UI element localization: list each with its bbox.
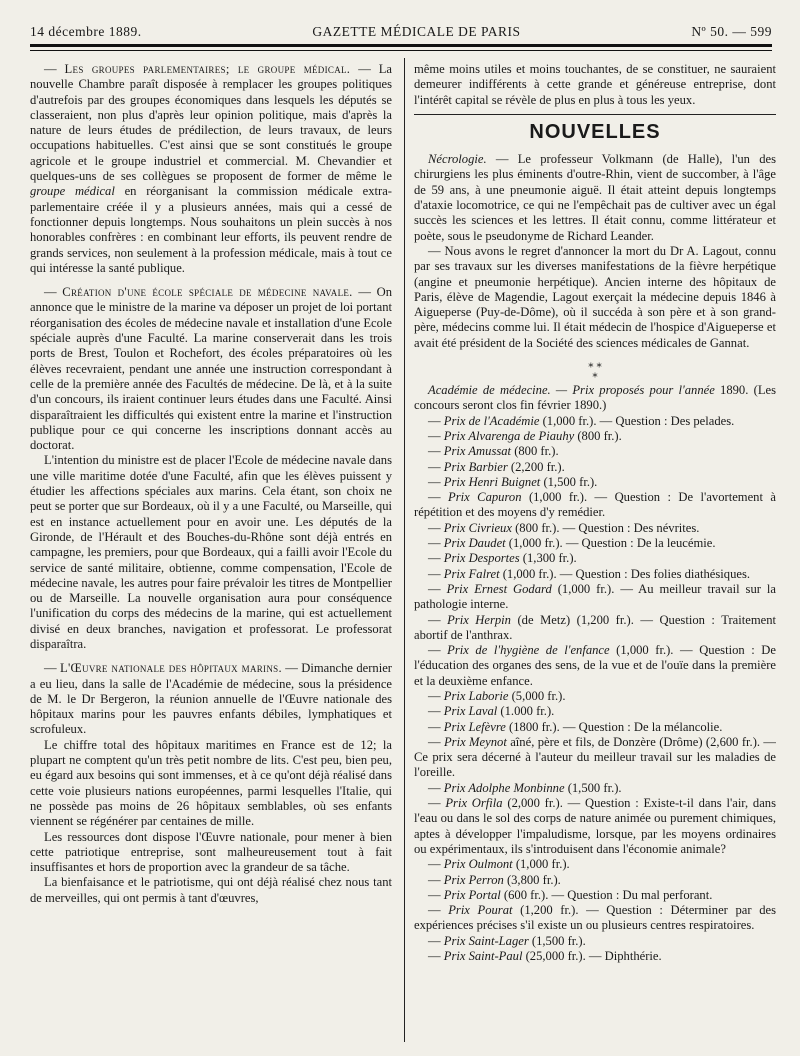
prix-name: Prix Adolphe Monbinne bbox=[443, 780, 565, 795]
prix-name: Prix Barbier bbox=[443, 459, 508, 474]
prix-name: Prix Amussat bbox=[443, 444, 512, 459]
prix-item: — Prix Desportes (1,300 fr.). bbox=[428, 551, 577, 566]
prix-details: (de Metz) (1,200 fr.). — Question : Traitement abortif de l'anthrax. bbox=[414, 612, 776, 642]
prix-list bbox=[414, 414, 776, 965]
article-oeuvre-p4: La bienfaisance et le patriotisme, qui ont déjà réalisé chez nous tant de merveilles, qui ont permis à tant d'œuvres, bbox=[30, 875, 392, 905]
prix-details: (600 fr.). — Question : Du mal perforant. bbox=[500, 887, 713, 902]
article-groupes-italic: groupe médical bbox=[30, 184, 115, 199]
prix-details: (5,000 fr.). bbox=[508, 688, 566, 703]
continuation-text: même moins utiles et moins touchantes, de se constituer, ne sauraient demeurer indifférents à cette grande et généreuse entreprise, dont l'intérêt capital se révèle de plus en plus à tous les yeux. bbox=[414, 62, 776, 107]
prix-name: Prix de l'hygiène de l'enfance bbox=[447, 643, 610, 658]
prix-name: Prix Perron bbox=[443, 872, 504, 887]
article-ecole-heading: Création d'une école spéciale de médecine navale. bbox=[62, 285, 353, 300]
prix-details: (1,000 fr.). — Au meilleur travail sur la pathologie interne. bbox=[414, 581, 776, 612]
prix-details: (1,300 fr.). bbox=[519, 551, 577, 566]
header-rule-thick bbox=[30, 44, 772, 47]
prix-name: Prix Laval bbox=[443, 704, 498, 719]
article-groupes: — Les groupes parlementaires; le groupe médical. — La nouvelle Chambre paraît disposée à remplacer les groupes politiques d'autrefois par des groupes économiques dans lesquels les députés se classeraient, non plus d'après leur opinion politique, mais d'après la nature de leurs études de prédilection, de leurs travaux, de leurs occupations habituelles. C'est ainsi que se sont constitués le groupe agricole et le groupe industriel et commercial. M. Chevandier et quelques-uns de ses collègues se proposent de former de même le groupe médical en réorganisant la commission médicale extra-parlementaire créée il y a plusieurs années, mais qui a cessé de fonctionner depuis longtemps. Nous souhaitons un plein succès à nos honorables confrères : en combinant leur efforts, ils peuvent rendre de grands services, non seulement à la profession médicale, mais à tout ce qui intéresse la santé publique. bbox=[30, 62, 392, 275]
prix-details: (800 fr.). — Question : Des névrites. bbox=[511, 520, 700, 535]
section-asterism: ⁎ ⁎ ⁎ bbox=[588, 358, 602, 381]
prix-name: Prix Oulmont bbox=[443, 857, 513, 872]
header-rule-thin bbox=[30, 50, 772, 51]
prix-name: Prix Saint-Paul bbox=[443, 949, 523, 964]
article-oeuvre-p3: Les ressources dont dispose l'Œuvre nationale, pour mener à bien cette patriotique entreprise, sont malheureusement tout à fait insuffisantes et hors de proportion avec la grandeur de sa tâche. bbox=[30, 829, 392, 875]
prix-details: (1,500 fr.). bbox=[564, 780, 622, 795]
prix-name: Prix Capuron bbox=[448, 490, 522, 505]
necrologie-text: — Le professeur Volkmann (de Halle), l'un des chirurgiens les plus éminents d'outre-Rhin, vient de succomber, à l'âge de 59 ans, à une pneumonie aiguë. Il était atteint depuis longtemps d'ataxie locomotrice, ce qui ne l'empêchait pas de cultiver avec un égal succès les sciences et les lettres. Il était connu, comme littérateur et poète, sous le pseudonyme de Richard Leander. bbox=[414, 152, 776, 243]
prix-item: — Prix Alvarenga de Piauhy (800 fr.). bbox=[428, 428, 622, 443]
prix-item: — Prix Saint-Lager (1,500 fr.). bbox=[428, 933, 586, 948]
prix-name: Prix Daudet bbox=[443, 536, 506, 551]
prix-item: — Prix Falret (1,000 fr.). — Question : Des folies diathésiques. bbox=[428, 566, 751, 581]
prix-name: Prix Desportes bbox=[443, 551, 520, 566]
article-ecole: — Création d'une école spéciale de médecine navale. — On annonce que le ministre de la marine va déposer un projet de loi portant réorganisation des écoles de médecine navale et installation d'une Ecole spéciale auprès d'une Faculté. La marine conserverait dans les trois ports de Brest, Toulon et Rochefort, des écoles préparatoires où les élèves recevraient, pendant une année une instruction correspondant à celle de la première année des Facultés de médecine. De là, et à la suite d'un concours, ils iraient continuer leurs études dans une Faculté. Ainsi disparaîtraient les difficultés qui existent entre la marine et l'instruction publique pour ce qui concerne les inscriptions donnant accès au doctorat. bbox=[30, 285, 392, 453]
prix-item: — Prix de l'Académie (1,000 fr.). — Question : Des pelades. bbox=[428, 413, 735, 428]
prix-item: — Prix Lefèvre (1800 fr.). — Question : De la mélancolie. bbox=[428, 719, 723, 734]
necrologie-heading: Nécrologie. bbox=[428, 152, 487, 167]
publication-title: GAZETTE MÉDICALE DE PARIS bbox=[312, 24, 521, 39]
prix-item: — Prix Herpin (de Metz) (1,200 fr.). — Question : Traitement abortif de l'anthrax. bbox=[414, 612, 776, 642]
section-title-nouvelles: NOUVELLES bbox=[529, 120, 661, 143]
academie-year: 1890. bbox=[714, 383, 749, 398]
column-separator bbox=[404, 58, 405, 1042]
prix-details: (1,000 fr.). bbox=[512, 857, 570, 872]
article-ecole-text: — On annonce que le ministre de la marine va déposer un projet de loi portant réorganisation des écoles de médecine navale et installation d'une Ecole spéciale auprès d'une Faculté. La marine conserverait dans les trois ports de Brest, Toulon et Rochefort, des écoles préparatoires où les élèves recevraient, pendant une année une instruction correspondant à celle de la première année des Facultés de médecine. De là, et à la suite d'un concours, ils iraient continuer leurs études dans une Faculté. Ainsi disparaîtraient les difficultés qui existent entre la marine et l'instruction publique pour ce qui concerne les inscriptions donnant accès au doctorat. bbox=[30, 285, 392, 453]
prix-details: (3,800 fr.). bbox=[503, 872, 561, 887]
prix-name: Prix de l'Académie bbox=[443, 413, 540, 428]
prix-item: — Prix Laborie (5,000 fr.). bbox=[428, 688, 566, 703]
prix-name: Prix Ernest Godard bbox=[446, 581, 552, 596]
article-lagout: — Nous avons le regret d'annoncer la mort du Dr A. Lagout, connu par ses travaux sur les diverses manifestations de la fièvre herpétique (angine et pneumonie herpétique). Ancien interne des hôpitaux de Paris, élève de Magendie, Lagout exerçait la médecine depuis 1846 à Aigueperse (Puy-de-Dôme), où il succéda à son père et à son grand-père, médecins comme lui. Il était médecin de l'hospice d'Aigueperse et avait été président de la Société des sciences médicales de Gannat. bbox=[414, 243, 776, 350]
prix-details: aîné, père et fils, de Donzère (Drôme) (2,600 fr.). — Ce prix sera décerné à l'auteur du meilleur travail sur les maladies de l'oreille. bbox=[414, 734, 776, 780]
article-necrologie bbox=[414, 152, 776, 244]
prix-details: (1,200 fr.). — Question : Déterminer par des expériences précises s'il existe un ou plusieurs centres respiratoires. bbox=[414, 903, 776, 933]
prix-item: — Prix Adolphe Monbinne (1,500 fr.). bbox=[428, 780, 622, 795]
prix-item: — Prix Perron (3,800 fr.). bbox=[428, 872, 561, 887]
prix-name: Prix Herpin bbox=[447, 612, 511, 627]
right-column bbox=[414, 62, 776, 1044]
prix-name: Prix Saint-Lager bbox=[443, 933, 529, 948]
prix-name: Prix Lefèvre bbox=[443, 719, 506, 734]
academie-heading: Académie de médecine. — Prix proposés pour l'année bbox=[428, 383, 715, 398]
prix-item: — Prix Laval (1.000 fr.). bbox=[428, 704, 555, 719]
prix-item: — Prix Barbier (2,200 fr.). bbox=[428, 459, 565, 474]
prix-details: (1,500 fr.). bbox=[528, 933, 586, 948]
prix-name: Prix Civrieux bbox=[443, 520, 512, 535]
article-oeuvre-p2: Le chiffre total des hôpitaux maritimes en France est de 12; la plupart ne comptent qu'un très petit nombre de lits. C'est peu, bien peu, eu égard aux besoins qui sont immenses, et à ce qu'ont déjà réalisé dans cette voie plusieurs nations européennes, parmi lesquelles l'Italie, qui ne possède pas moins de 26 hôpitaux semblables, où ses enfants viennent se régénérer par centaines de mille. bbox=[30, 737, 392, 829]
prix-item: — Prix Ernest Godard (1,000 fr.). — Au meilleur travail sur la pathologie interne. bbox=[414, 581, 776, 612]
prix-details: (1800 fr.). — Question : De la mélancolie. bbox=[505, 719, 723, 734]
prix-details: (1,000 fr.). — Question : De l'éducation des organes des sens, de la vue et de l'ouïe dans la première et la deuxième enfance. bbox=[414, 643, 776, 688]
prix-details: (2,200 fr.). bbox=[507, 459, 565, 474]
article-oeuvre: — L'Œuvre nationale des hôpitaux marins. — Dimanche dernier a eu lieu, dans la salle de l'Académie de médecine, sous la présidence de M. le Dr Bergeron, la réunion annuelle de l'Œuvre nationale des hôpitaux marins pour les pauvres enfants débiles, lymphatiques et scrofuleux. bbox=[30, 661, 392, 737]
prix-item: — Prix Meynot aîné, père et fils, de Donzère (Drôme) (2,600 fr.). — Ce prix sera décerné à l'auteur du meilleur travail sur les maladies de l'oreille. bbox=[414, 734, 776, 780]
running-head bbox=[30, 12, 772, 40]
prix-details: (1,000 fr.). — Question : Des pelades. bbox=[539, 413, 735, 428]
prix-name: Prix Henri Buignet bbox=[443, 474, 541, 489]
issue-date: 14 décembre 1889. bbox=[30, 24, 142, 39]
prix-name: Prix Alvarenga de Piauhy bbox=[443, 428, 575, 443]
prix-item: — Prix Daudet (1,000 fr.). — Question : De la leucémie. bbox=[428, 536, 716, 551]
prix-details: (1,500 fr.). bbox=[540, 474, 598, 489]
prix-details: (1,000 fr.). — Question : Des folies diathésiques. bbox=[499, 566, 751, 581]
academie-text: (Les concours seront clos fin février 1890.) bbox=[414, 383, 776, 413]
prix-item: — Prix Capuron (1,000 fr.). — Question : De l'avortement à répétition et des moyens d'y remédier. bbox=[414, 490, 776, 520]
section-rule bbox=[414, 114, 776, 115]
prix-item: — Prix Orfila (2,000 fr.). — Question : Existe-t-il dans l'air, dans l'eau ou dans le sol des corps de nature animée ou purement chimiques, aptes à développer l'impaludisme, lorsque, par les moyens ordinaires ou expérimentaux, ils s'introduisent dans l'économie animale? bbox=[414, 796, 776, 856]
prix-item: — Prix Oulmont (1,000 fr.). bbox=[428, 857, 570, 872]
prix-details: (25,000 fr.). — Diphthérie. bbox=[522, 949, 662, 964]
article-oeuvre-heading: L'Œuvre nationale des hôpitaux marins. bbox=[59, 661, 282, 676]
prix-item: — Prix Amussat (800 fr.). bbox=[428, 444, 559, 459]
prix-name: Prix Pourat bbox=[448, 903, 513, 918]
prix-item: — Prix Pourat (1,200 fr.). — Question : Déterminer par des expériences précises s'il existe un ou plusieurs centres respiratoires. bbox=[414, 903, 776, 933]
issue-number-page: Nº 50. — 599 bbox=[691, 24, 772, 39]
prix-item: — Prix Portal (600 fr.). — Question : Du mal perforant. bbox=[428, 887, 713, 902]
prix-details: (2,000 fr.). — Question : Existe-t-il dans l'air, dans l'eau ou dans le sol des corps de nature animée ou purement chimiques, aptes à développer l'impaludisme, lorsque, par les moyens ordinaires ou expérimentaux, ils s'introduisent dans l'économie animale? bbox=[414, 796, 776, 856]
prix-item: — Prix de l'hygiène de l'enfance (1,000 fr.). — Question : De l'éducation des organes des sens, de la vue et de l'ouïe dans la première et la deuxième enfance. bbox=[414, 643, 776, 688]
prix-name: Prix Portal bbox=[443, 887, 501, 902]
prix-details: (800 fr.). bbox=[511, 444, 559, 459]
prix-details: (1,000 fr.). — Question : De la leucémie. bbox=[505, 536, 716, 551]
article-groupes-text-2: en réorganisant la commission médicale extra-parlementaire créée il y a plusieurs années, mais qui a cessé de fonctionner depuis longtemps. Nous souhaitons un plein succès à nos honorables confrères : en combinant leur efforts, ils peuvent rendre de grands services, non seulement à la profession médicale, mais à tout ce qui intéresse la santé publique. bbox=[30, 184, 392, 275]
prix-name: Prix Orfila bbox=[445, 796, 503, 811]
prix-details: (800 fr.). bbox=[574, 428, 622, 443]
prix-item: — Prix Civrieux (800 fr.). — Question : Des névrites. bbox=[428, 520, 700, 535]
prix-name: Prix Laborie bbox=[443, 688, 509, 703]
prix-details: (1,000 fr.). — Question : De l'avortement à répétition et des moyens d'y remédier. bbox=[414, 490, 776, 520]
prix-details: (1.000 fr.). bbox=[497, 704, 555, 719]
prix-name: Prix Meynot bbox=[443, 734, 507, 749]
article-ecole-p2: L'intention du ministre est de placer l'Ecole de médecine navale dans une ville maritime dotée d'une Faculté, afin que les élèves puissent y étudier les affections spéciales aux marins. Cela étant, son choix ne peut se porter que sur Bordeaux, où il y a une Faculté, ou Marseille, qui est en instance actuellement pour en avoir une. Les députés de la Gironde, de l'Hérault et des Bouches-du-Rhône sont déjà entrés en campagne, les premiers, pour que Bordeaux, qui a failli avoir l'Ecole du service de santé militaire, obtienne, comme compensation, l'Ecole de médecine navale, les autres pour faire prévaloir les titres de Montpellier ou de Marseille. La nouvelle organisation aura pour conséquence l'unification du corps des médecins de la marine, qui est actuellement divisé en deux branches, navigation et professorat. Le professorat disparaîtra. bbox=[30, 453, 392, 651]
article-groupes-text-1: — La nouvelle Chambre paraît disposée à remplacer les groupes politiques d'autrefois par des groupes économiques dans lesquels les députés se classeraient, non plus d'après leur opinion politique, mais d'après la nature de leurs études de prédilection, de leurs travaux, de leurs occupations habituelles. C'est ainsi que se sont constitués le groupe agricole et le groupe industriel et commercial. M. Chevandier et quelques-uns de ses collègues se proposent de former de même le bbox=[30, 62, 392, 184]
article-academie bbox=[414, 383, 776, 414]
article-oeuvre-text: — Dimanche dernier a eu lieu, dans la salle de l'Académie de médecine, sous la présidence de M. le Dr Bergeron, la réunion annuelle de l'Œuvre nationale des hôpitaux marins pour les pauvres enfants débiles, lymphatiques et scrofuleux. bbox=[30, 661, 392, 737]
article-groupes-heading: Les groupes parlementaires; le groupe médical. bbox=[64, 62, 351, 76]
prix-name: Prix Falret bbox=[443, 566, 500, 581]
left-column bbox=[30, 62, 392, 1044]
prix-item: — Prix Saint-Paul (25,000 fr.). — Diphthérie. bbox=[428, 949, 662, 964]
prix-item: — Prix Henri Buignet (1,500 fr.). bbox=[428, 474, 598, 489]
